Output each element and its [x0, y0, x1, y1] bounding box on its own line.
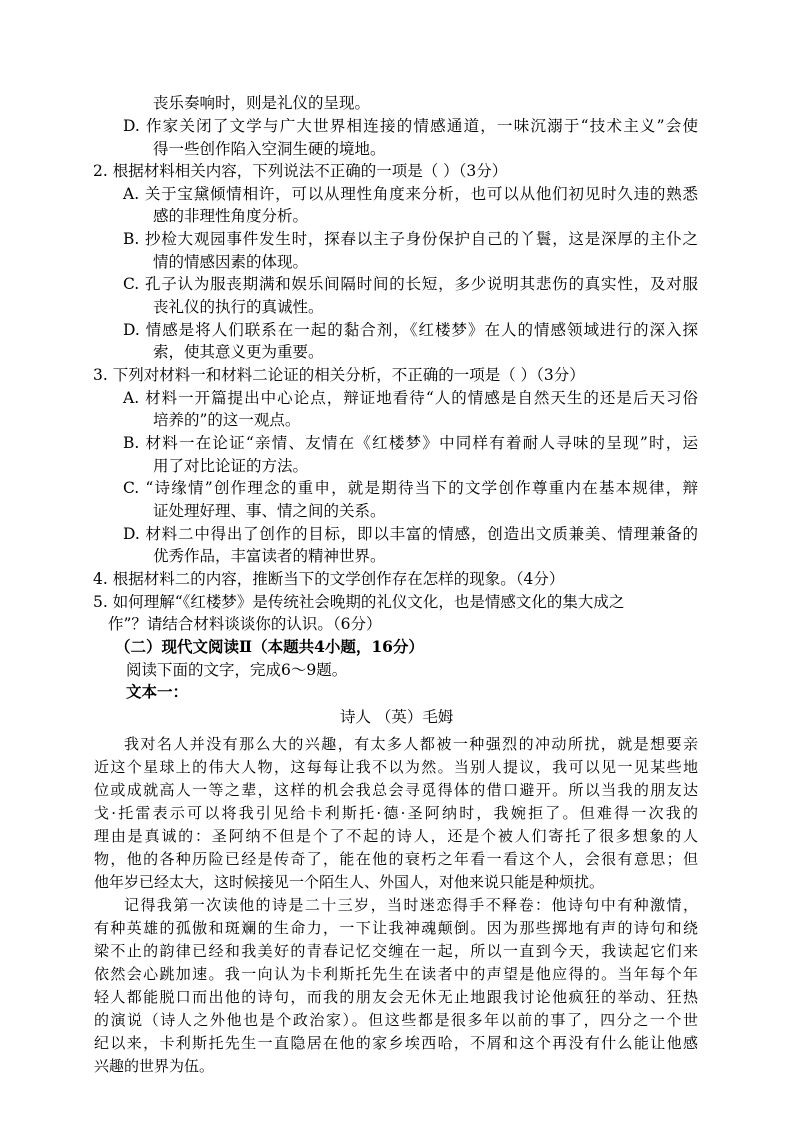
section-instruction: 阅读下面的文字，完成6～9题。: [126, 661, 348, 679]
article-title: 诗人 （英）毛姆: [340, 708, 454, 726]
article-line: 记得我第一次读他的诗是二十三岁，当时迷恋得手不释卷：他诗句中有种激情，: [124, 896, 698, 914]
article-line: 我对名人并没有那么大的兴趣，有太多人都被一种强烈的冲动所扰，就是想要亲: [124, 735, 698, 753]
q2-option-d-line2: 索，使其意义更为重要。: [153, 343, 324, 361]
article-line: 近这个星球上的伟大人物，这每每让我不以为然。当别人提议，我可以见一见某些地: [94, 758, 698, 776]
q5-stem-line1: 5. 如何理解“《红楼梦》是传统社会晚期的礼仪文化，也是情感文化的集大成之: [93, 593, 625, 611]
q3-option-b-line2: 用了对比论证的方法。: [153, 457, 309, 475]
q2-option-d-line1: D. 情感是将人们联系在一起的黏合剂，《红楼梦》在人的情感领域进行的深入探: [123, 321, 698, 339]
q3-option-a-line1: A. 材料一开篇提出中心论点，辩证地看待“人的情感是自然天生的还是后天习俗: [123, 389, 698, 407]
article-line: 梁不止的韵律已经和我美好的青春记忆交缠在一起，所以一直到今天，我读起它们来: [94, 942, 698, 960]
text-one-label: 文本一：: [126, 682, 189, 701]
article-line: 位或成就高人一等之辈，这样的机会我总会寻觅得体的借口避开。所以当我的朋友达: [94, 781, 698, 799]
q2-option-b-line1: B. 抄检大观园事件发生时，探春以主子身份保护自己的丫鬟，这是深厚的主仆之: [123, 230, 698, 248]
article-line: 轻人都能脱口而出他的诗句，而我的朋友会无休无止地跟我讨论他疯狂的举动、狂热: [94, 988, 698, 1006]
q1-option-c-tail: 丧乐奏响时，则是礼仪的呈现。: [153, 94, 371, 112]
article-line: 物，他的各种历险已经是传奇了，能在他的衰朽之年看一看这个人，会很有意思；但: [94, 850, 698, 868]
article-line: 的演说（诗人之外他也是个政治家）。但这些都是很多年以前的事了，四分之一个世: [94, 1011, 698, 1029]
article-line: 戈·托雷表示可以将我引见给卡利斯托·德·圣阿纳时，我婉拒了。但难得一次我的: [94, 804, 698, 822]
q3-stem: 3. 下列对材料一和材料二论证的相关分析，不正确的一项是（ ）（3分）: [93, 366, 585, 384]
q2-option-a-line2: 感的非理性角度分析。: [153, 207, 309, 225]
article-line: 他年岁已经太大，这时候接见一个陌生人、外国人，对他来说只能是种烦扰。: [94, 873, 605, 891]
q2-option-a-line1: A. 关于宝黛倾情相许，可以从理性角度来分析，也可以从他们初见时久违的熟悉: [123, 185, 698, 203]
article-line: 依然会心跳加速。我一向认为卡利斯托先生在读者中的声望是他应得的。当年每个年: [94, 965, 698, 983]
q3-option-c-line2: 证处理好理、事、情之间的关系。: [153, 502, 386, 520]
q3-option-d-line1: D. 材料二中得出了创作的目标，即以丰富的情感，创造出文质兼美、情理兼备的: [123, 525, 698, 543]
q1-option-d-line1: D. 作家关闭了文学与广大世界相连接的情感通道，一味沉溺于“技术主义”会使: [123, 117, 698, 135]
q2-option-c-line2: 丧礼仪的执行的真诚性。: [153, 298, 324, 316]
q5-stem-line2: 作”？请结合材料谈谈你的认识。（6分）: [108, 615, 382, 633]
section-heading: （二）现代文阅读Ⅱ（本题共4小题，16分）: [115, 637, 424, 656]
q3-option-d-line2: 优秀作品，丰富读者的精神世界。: [153, 547, 386, 565]
q3-option-c-line1: C. “诗缘情”创作理念的重申，就是期待当下的文学创作尊重内在基本规律，辩: [123, 479, 698, 497]
q1-option-d-line2: 得一些创作陷入空洞生硬的境地。: [153, 140, 386, 158]
q3-option-b-line1: B. 材料一在论证“亲情、友情在《红楼梦》中同样有着耐人寻味的呈现”时，运: [123, 434, 698, 452]
q2-option-c-line1: C. 孔子认为服丧期满和娱乐间隔时间的长短，多少说明其悲伤的真实性，及对服: [123, 275, 698, 293]
article-line: 兴趣的世界为伍。: [94, 1057, 215, 1075]
article-line: 有种英雄的孤傲和斑斓的生命力，一下让我神魂颠倒。因为那些掷地有声的诗句和绕: [94, 919, 698, 937]
article-line: 纪以来，卡利斯托先生一直隐居在他的家乡埃西哈，不屑和这个再没有什么能让他感: [94, 1034, 698, 1052]
q2-option-b-line2: 情的情感因素的体现。: [153, 253, 309, 271]
article-line: 理由是真诚的：圣阿纳不但是个了不起的诗人，还是个被人们寄托了很多想象的人: [94, 827, 698, 845]
q4-stem: 4. 根据材料二的内容，推断当下的文学创作存在怎样的现象。（4分）: [93, 570, 565, 588]
q2-stem: 2. 根据材料相关内容，下列说法不正确的一项是（ ）（3分）: [93, 162, 508, 180]
q3-option-a-line2: 培养的”的这一观点。: [153, 411, 301, 429]
